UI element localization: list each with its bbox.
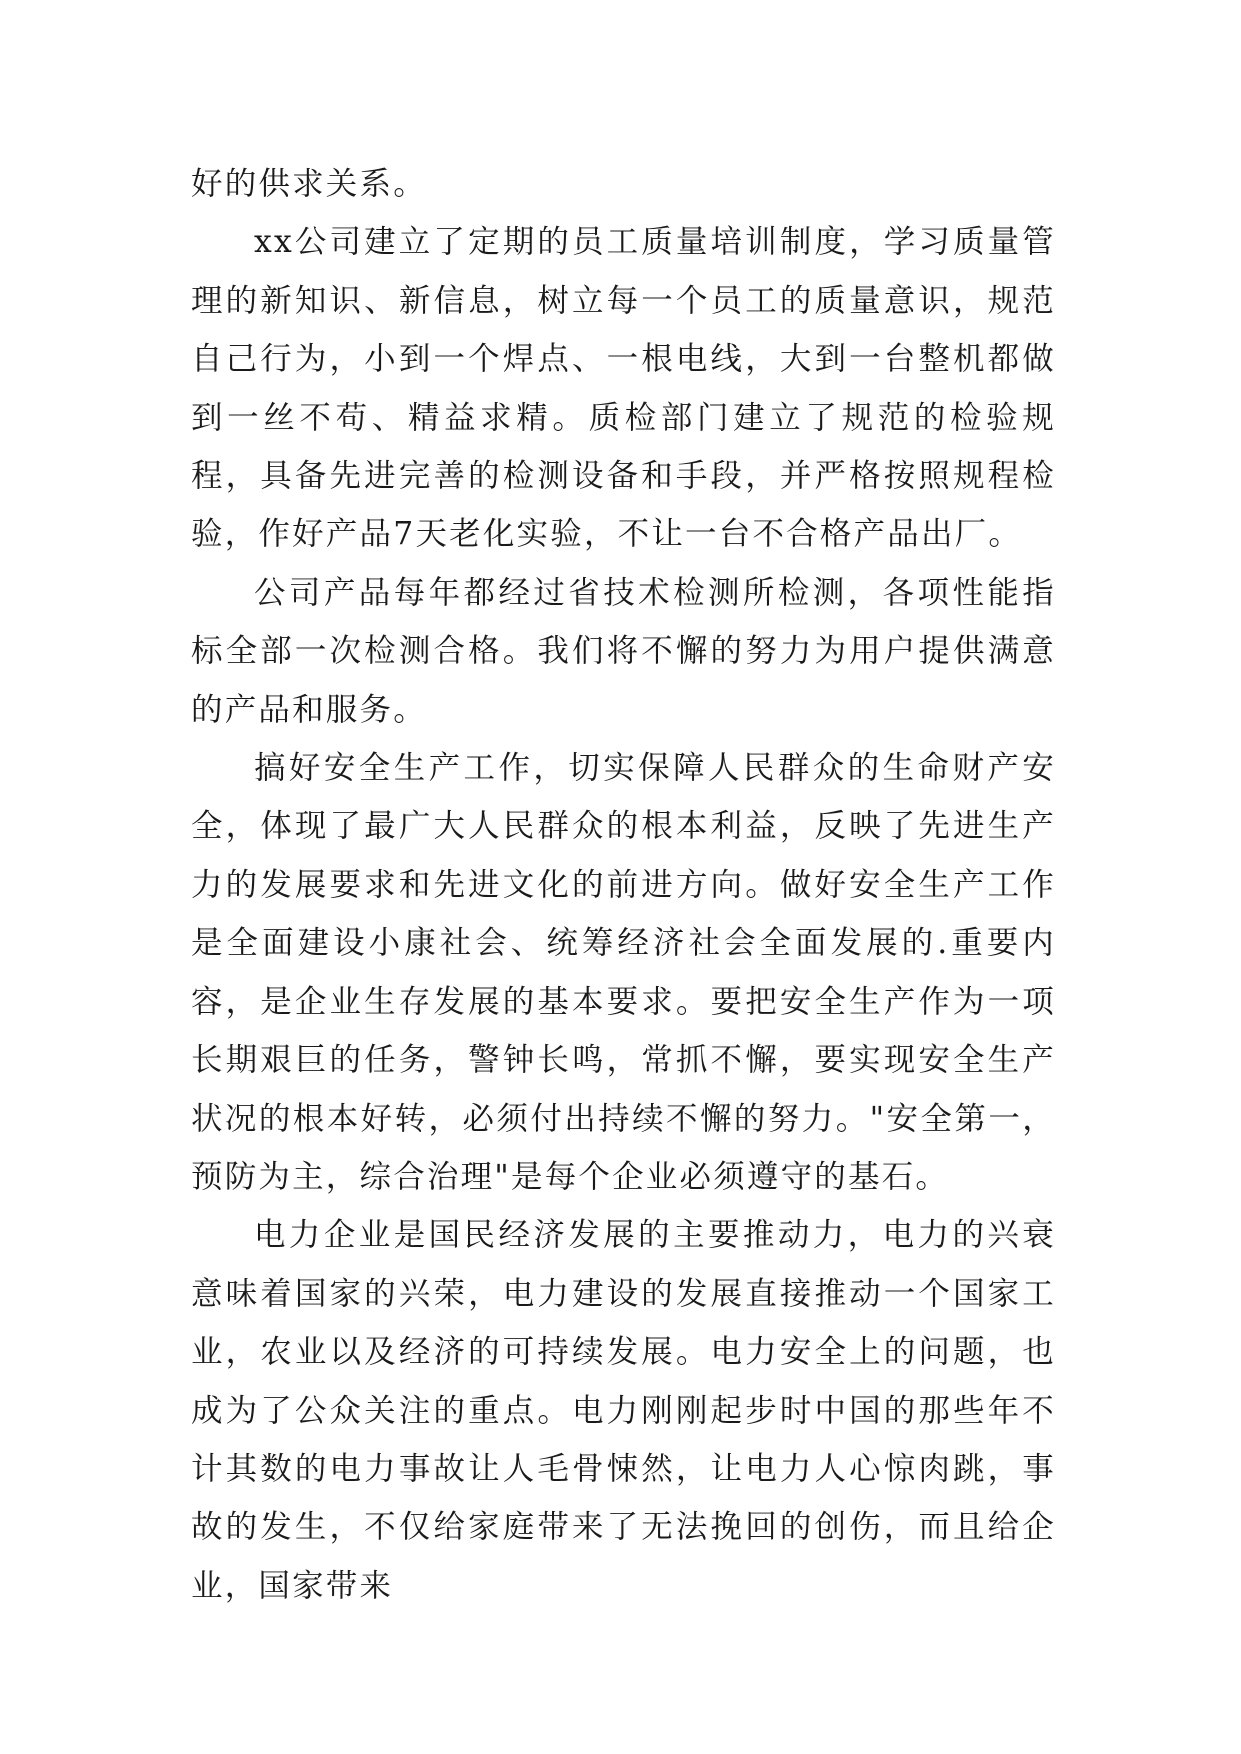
paragraph-quality-training: xx公司建立了定期的员工质量培训制度，学习质量管理的新知识、新信息，树立每一个员工的质量意识，规范自己行为，小到一个焊点、一根电线，大到一台整机都做到一丝不苟、精益求精。质检部门建立了规范的检验规程，具备先进完善的检测设备和手段，并严格按照规程检验，作好产品7天老化实验，不让一台不合格产品出厂。 <box>191 224 1056 553</box>
paragraph-continuation: 好的供求关系。 <box>191 166 427 202</box>
paragraph-product-inspection: 公司产品每年都经过省技术检测所检测，各项性能指标全部一次检测合格。我们将不懈的努力为用户提供满意的产品和服务。 <box>191 574 1056 728</box>
paragraph-power-enterprise: 电力企业是国民经济发展的主要推动力，电力的兴衰意味着国家的兴荣，电力建设的发展直接推动一个国家工业，农业以及经济的可持续发展。电力安全上的问题，也成为了公众关注的重点。电力刚刚起步时中国的那些年不计其数的电力事故让人毛骨悚然，让电力人心惊肉跳，事故的发生，不仅给家庭带来了无法挽回的创伤，而且给企业，国家带来 <box>191 1217 1056 1604</box>
paragraph-safety-production: 搞好安全生产工作，切实保障人民群众的生命财产安全，体现了最广大人民群众的根本利益，反映了先进生产力的发展要求和先进文化的前进方向。做好安全生产工作是全面建设小康社会、统筹经济社会全面发展的.重要内容，是企业生存发展的基本要求。要把安全生产作为一项长期艰巨的任务，警钟长鸣，常抓不懈，要实现安全生产状况的根本好转，必须付出持续不懈的努力。"安全第一，预防为主，综合治理"是每个企业必须遵守的基石。 <box>191 750 1056 1195</box>
document-body <box>191 155 1056 1615</box>
